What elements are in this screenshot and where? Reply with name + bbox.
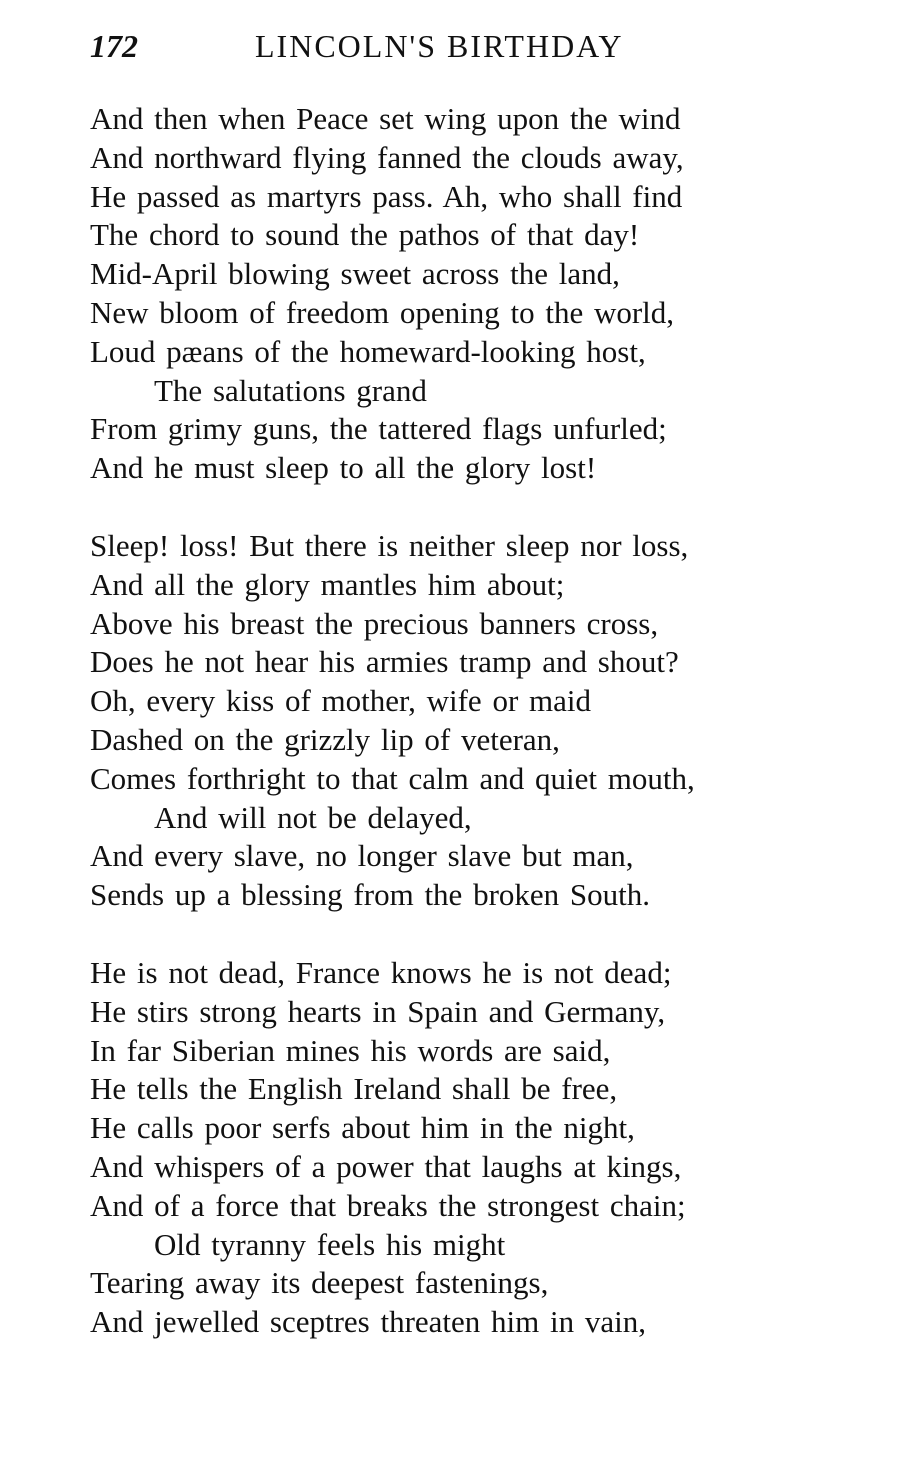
running-head: LINCOLN'S BIRTHDAY (255, 28, 624, 64)
poem-line: And then when Peace set wing upon the wind (90, 101, 681, 136)
stanza-1 (90, 100, 880, 488)
poem-line: And whispers of a power that laughs at kings, (90, 1148, 682, 1184)
poem-line: And all the glory mantles him about; (90, 566, 565, 602)
stanza-3 (90, 954, 880, 1342)
poem-line: Oh, every kiss of mother, wife or maid (90, 683, 592, 719)
poem-line: The chord to sound the pathos of that day! (90, 217, 640, 253)
poem-line: Tearing away its deepest fastenings, (90, 1265, 549, 1301)
poem-line: And of a force that breaks the strongest chain; (90, 1187, 686, 1223)
poem-line: He calls poor serfs about him in the night, (90, 1110, 635, 1146)
poem-line: And will not be delayed, (154, 799, 472, 835)
poem-line: New bloom of freedom opening to the world, (90, 294, 675, 330)
poem-line: From grimy guns, the tattered flags unfurled; (90, 411, 667, 447)
poem-line: And he must sleep to all the glory lost! (90, 450, 597, 486)
poem-line: Does he not hear his armies tramp and shout? (90, 644, 679, 680)
page-header (90, 28, 840, 76)
poem-line: Dashed on the grizzly lip of veteran, (90, 721, 560, 757)
poem-line: And every slave, no longer slave but man, (90, 838, 634, 874)
poem-line: Above his breast the precious banners cross, (90, 605, 659, 641)
poem-line: He is not dead, France knows he is not dead; (90, 954, 672, 990)
poem-line: Loud pæans of the homeward-looking host, (90, 333, 646, 369)
page-number: 172 (90, 28, 138, 64)
poem-line: Comes forthright to that calm and quiet mouth, (90, 760, 695, 796)
poem-line: He passed as martyrs pass. Ah, who shall find (90, 178, 683, 214)
poem-line: The salutations grand (154, 372, 427, 408)
poem-line: Sleep! loss! But there is neither sleep nor loss, (90, 527, 689, 563)
poem-line: Mid-April blowing sweet across the land, (90, 256, 620, 292)
poem-line: And northward flying fanned the clouds away, (90, 139, 684, 175)
poem-line: Old tyranny feels his might (154, 1226, 506, 1262)
poem-line: He tells the English Ireland shall be free, (90, 1071, 618, 1107)
poem-line: In far Siberian mines his words are said, (90, 1032, 611, 1068)
stanza-2 (90, 527, 880, 915)
poem (90, 100, 880, 1381)
poem-line: Sends up a blessing from the broken South. (90, 877, 651, 913)
poem-line: And jewelled sceptres threaten him in vain, (90, 1304, 647, 1340)
poem-line: He stirs strong hearts in Spain and Germany, (90, 993, 666, 1029)
